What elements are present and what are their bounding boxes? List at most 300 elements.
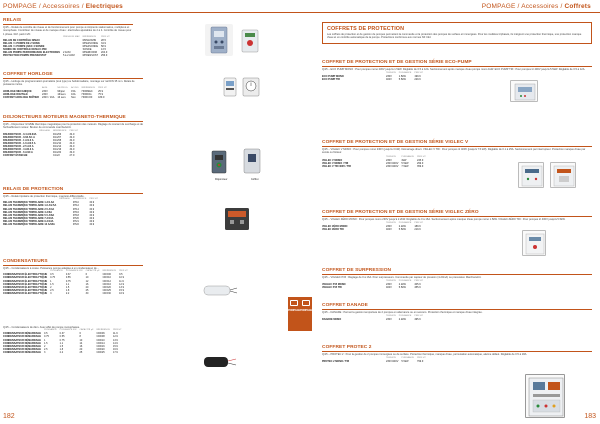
col-header: PRIX HT — [414, 72, 424, 75]
right-page — [300, 0, 600, 424]
cell: 230V — [386, 158, 392, 162]
cell: 11.9 — [119, 279, 124, 283]
col-header: ACCES — [71, 86, 79, 89]
col-header: PRIX HT — [414, 222, 424, 225]
cell: 13.9 — [119, 285, 124, 289]
cell: RT22 — [72, 223, 79, 227]
coffret-photo — [240, 146, 264, 176]
page-header — [482, 3, 591, 10]
coffret-caption: Coffret — [251, 178, 259, 181]
cell: PROTEC 2 MONO / TRI — [322, 360, 350, 364]
cell: 34.9 — [89, 219, 95, 223]
table-row — [3, 223, 101, 226]
section-rule — [3, 121, 143, 122]
side-tab-label: POMPAGE — [288, 309, 301, 312]
cell: 1.1 — [59, 341, 64, 345]
cell: DISJONCTEUR - 6 A/10 A — [3, 151, 33, 155]
section-title: COFFRET HORLOGE — [3, 72, 53, 77]
col-header: TENSION — [386, 357, 396, 360]
section-desc: Q/15 – Disjoncteur GV2ME thermique magnétique pour la protection des moteurs. Réglage du courant de surcharge et de l'échauffement moteur. Bouton de commande marche/arrêt. — [3, 123, 143, 130]
cell: CONDENSATEUR DÉMARRAGE — [3, 350, 42, 354]
cell: CDD08 — [96, 335, 105, 339]
col-header: RÉFÉRENCE — [82, 35, 97, 38]
cell: 10.9 — [119, 276, 124, 280]
col-header: PUISSANCE — [398, 222, 412, 225]
cell: RELAIS THERMIQUE TRIPOLAIRE 9 A/13A — [3, 219, 54, 223]
cell: CDO30 — [102, 291, 111, 295]
col-header: PRIX HT — [89, 198, 98, 201]
cell: 34.9 — [89, 223, 95, 227]
cell: 400V — [386, 286, 392, 290]
cell: RT20 — [72, 216, 79, 220]
relais-table — [3, 36, 113, 58]
cell: DISJONCTEUR - 2.5 A/4 A — [3, 145, 34, 149]
section-desc: Q/15 – Relais tripolaire de protection thermique, magnéto-différentielle. — [3, 195, 85, 198]
cell: RT14 — [72, 207, 79, 211]
cell: 11.9 — [112, 332, 118, 336]
protec-2-photo — [525, 374, 565, 418]
cell: 34.9 — [89, 204, 95, 208]
col-header: TENSION — [386, 72, 396, 75]
cell: VIGLEC V MONO — [322, 158, 343, 162]
pump-icon — [302, 300, 310, 306]
section-rule — [322, 216, 592, 217]
viglec-v-table — [322, 156, 429, 168]
cell: 405.9 — [414, 283, 421, 287]
table-row — [322, 165, 429, 168]
cell: 189.9 — [414, 225, 421, 229]
section-title: CONDENSATEURS — [3, 259, 48, 264]
cell: 7.5kW — [401, 164, 409, 168]
section-protec-2 — [322, 345, 592, 363]
col-header: PUISSANCE — [44, 329, 57, 332]
section-desc: Q/15 – PROTEC 2 : Pour la gestion de 2 pompes immergées ou de surface. Protection thermique, manque d'eau, permutation automatique, alarme défaut. Réglable de 0.5 à 18A. — [322, 353, 528, 356]
table-row — [322, 318, 426, 321]
col-header: RÉGLAGE — [39, 129, 50, 132]
table-row — [322, 228, 426, 231]
col-header: PRIX HT — [101, 35, 110, 38]
viglec-zero-table — [322, 222, 426, 231]
cell: 9.5 — [119, 273, 123, 277]
section-title: COFFRET DANADE — [322, 303, 368, 308]
condensateur-demarrage-photo — [200, 350, 240, 374]
cell: HORLOGE DIGITALE — [3, 92, 28, 96]
table-row — [3, 351, 125, 354]
cell: RT18 — [72, 213, 79, 217]
col-header: PUISSANCE — [50, 270, 63, 273]
cell: 34.9 — [69, 151, 75, 155]
cell: 0.37 — [59, 332, 65, 336]
horloge-photo-2 — [240, 76, 262, 98]
cell: PROTECTION POMPE PRESSOSTAT — [3, 54, 47, 58]
eco-pump-table — [322, 72, 426, 81]
col-header: PRIX HT — [417, 357, 426, 360]
col-header: RÉFÉRENCE — [52, 129, 67, 132]
cell: 5.5kW — [398, 286, 406, 290]
cell: 5 à 2 ACM — [62, 54, 75, 58]
cell: DISJONCTEUR - 0.63 A/1 A — [3, 135, 35, 139]
cell: CONDENSATEUR ÉLECTROLYTIQUE — [3, 279, 48, 283]
col-header: PUISSANCE — [398, 72, 412, 75]
section-protection-intro — [322, 22, 592, 44]
col-header: PUISSANCE — [398, 280, 412, 283]
table-row — [3, 54, 113, 57]
section-desc: Q/15 – Condensateurs de dém. Avec effet de pompe monophasée. — [3, 326, 80, 329]
cell: HORDIG — [81, 92, 92, 96]
header-current: Coffrets — [564, 3, 591, 10]
section-relais — [3, 18, 133, 58]
cell: 230V / 16A — [41, 95, 55, 99]
cell: DGV14 — [52, 145, 62, 149]
cell: 1.5 — [59, 344, 64, 348]
cell: 34.9 — [69, 148, 75, 152]
disjoncteur-caption: Disjoncteur — [215, 178, 228, 181]
cell: 34.9 — [69, 138, 75, 142]
cell: 0.55 — [65, 276, 71, 280]
cell: HORLOGE MECANIQUE — [3, 89, 32, 93]
col-header: PRIX HT — [414, 280, 424, 283]
cell: 1.5 — [50, 282, 54, 286]
section-title: DISJONCTEURS MOTEURS MAGNETO-THERMIQUE — [3, 115, 126, 120]
section-eco-pump — [322, 60, 592, 82]
cell: RT12 — [72, 204, 79, 208]
relais-protection-table — [3, 198, 101, 226]
cell: 204.9 — [101, 51, 108, 55]
cell: 16 sem. — [57, 95, 67, 99]
cell: VIGLEC ZÉRO MONO — [322, 225, 348, 229]
header-brand: POMPAGE — [3, 3, 37, 10]
cell: VIGILEC P15 MONO — [322, 283, 346, 287]
cell: RELAIS THERMIQUE TRIPOLAIRE 1.6 A/2.5A — [3, 204, 57, 208]
cell: 12 — [85, 279, 89, 283]
table-row — [3, 292, 131, 295]
section-relais-protection — [3, 187, 143, 226]
side-tab-left — [288, 297, 300, 331]
cell: DGV08 — [52, 138, 62, 142]
cell: RT21 — [72, 219, 79, 223]
danade-table — [322, 315, 426, 321]
cell: RT10 — [72, 201, 79, 205]
condensateurs-demarrage-table — [3, 329, 125, 354]
col-header: PRIX HT — [98, 86, 107, 89]
cell: RELAIS THERMIQUE TRIPOLAIRE 5.5 A/8A — [3, 213, 55, 217]
cell: 34.9 — [69, 132, 75, 136]
table-row — [322, 360, 429, 363]
col-header: PUISSANCE KW — [59, 329, 77, 332]
cell: 16.9 — [119, 291, 124, 295]
cell: 34.9 — [69, 145, 75, 149]
section-title: COFFRET DE PROTECTION ET DE GESTION SÉRIE ECO-PUMP — [322, 60, 472, 65]
col-header: RÉFÉRENCE — [72, 198, 87, 201]
cell: RELAIS THERMIQUE TRIPOLAIRE 7 A/10A — [3, 216, 54, 220]
cell: 455.9 — [414, 286, 421, 290]
cell: DISJONCTEUR - 0.4 A/0.63A — [3, 132, 37, 136]
cell: CONDENSATEUR DÉMARRAGE — [3, 332, 42, 336]
cell: RT16 — [72, 210, 79, 214]
col-header: PUISSANCE — [401, 155, 415, 158]
col-header: NB PROG. — [57, 86, 69, 89]
viglec-v-photo-2 — [550, 162, 576, 188]
cell: 5.5kW — [398, 78, 406, 82]
cell: 6 — [79, 332, 81, 336]
cell: CONDENSATEUR ÉLECTROLYTIQUE — [3, 291, 48, 295]
section-rule — [322, 146, 592, 147]
cell: 96/jour — [57, 89, 66, 93]
cell: RELAIS / 1 POMPE AVEC 4 SONDE — [3, 45, 45, 49]
section-desc: Les coffrets de protection et de gestion de pompes permettent la commande et la protection des pompes de surface et immergées. Pour les modèles triphasés, ils intègrent une protection thermique, une protection manque d'eau et un contrôle automatique de la pompe. Protections conformes aux normes NF CEI. — [327, 33, 582, 40]
relais-photo-2 — [238, 28, 262, 54]
side-tab-label: POMPAGE — [300, 309, 313, 312]
col-header: PUISSANCE — [398, 315, 412, 318]
cell: 15.9 — [112, 344, 118, 348]
condensateur-image — [200, 280, 240, 302]
cell: 1.1 — [65, 282, 70, 286]
cell: 230V — [386, 318, 392, 322]
cell: RNMAXMIN — [82, 38, 97, 42]
cell: 1.8 — [65, 288, 70, 292]
cell: VIGLEC V MONO / TRI — [322, 161, 349, 165]
cell: 0.75 — [44, 335, 49, 339]
cell: 13.9 — [112, 338, 118, 342]
horloge-dial-image — [240, 76, 262, 98]
section-surpression — [322, 268, 592, 290]
cell: 2 — [44, 344, 46, 348]
cell: ECO PUMP TRI — [322, 78, 341, 82]
cell: 0.75 — [50, 276, 56, 280]
cell: 20 — [79, 347, 83, 351]
cell: 34.9 — [69, 135, 75, 139]
cell: CONDENSATEUR DÉMARRAGE — [3, 347, 42, 351]
cell: 2.5 — [50, 288, 54, 292]
col-header: TENSION — [386, 280, 396, 283]
section-desc: Q/15 – VIGLEC V MONO : Pour pompes mono 230V (jusqu'à 3 kW). Démarrage direct. VIGLEC V TRI : Pour pompes tri 400V (jusqu'à 7.5 kW). Réglable de 0.1 à 25A. Sectionnement par interrupteur. Protection manque d'eau par sonde ou flotteur. — [322, 148, 586, 155]
section-rule — [322, 309, 592, 310]
eco-pump-photo — [510, 80, 538, 102]
cell: CDO12 — [102, 279, 111, 283]
viglec-zero-photo — [522, 230, 546, 256]
section-desc: Q/15 – VIGILEC P15 : Réglage de 0 à 16A. Pour surpresseurs. Commande par capteur de pression (4-20mA) ou pressostat. Marche/arrêt. — [322, 276, 482, 279]
cell: 400V — [386, 78, 392, 82]
cell: 34.9 — [101, 42, 106, 46]
section-rule — [322, 351, 592, 352]
section-desc: Q/15 – Condensateurs à cosse. Puissance pompe adaptée à un condensateur de… — [3, 267, 100, 270]
cell: 230V — [386, 225, 392, 229]
col-header: TENSION — [386, 222, 396, 225]
cell: CGV2 — [52, 154, 60, 158]
cell: 16 — [85, 282, 89, 286]
cell: 3 — [50, 291, 52, 295]
cell: 14.9 — [112, 341, 118, 345]
cell: RELAIS THERMIQUE TRIPOLAIRE 2.5 A/4A — [3, 207, 55, 211]
cell: DISJONCTEUR - 1.6 A/2.5 A — [3, 141, 36, 145]
page-header — [3, 3, 123, 10]
cell: DGV16 — [52, 148, 62, 152]
cell: 15A — [71, 89, 76, 93]
cell: 1.5 — [44, 341, 48, 345]
cell: 3 — [44, 350, 46, 354]
cell: 299.9 — [417, 161, 424, 165]
cell: VIGILEC P15 TRI — [322, 286, 342, 290]
cell: 230V — [386, 75, 392, 79]
cell: 1 — [50, 279, 52, 283]
cell: RELAIS THERMIQUE TRIPOLAIRE 12 A/18A — [3, 223, 55, 227]
cell: RPERFORM — [82, 51, 97, 55]
section-desc: Q/15 – DANADE : Permet la gestion temporisée de 2 pompes en alternance ou en secours. Protection thermique et manque d'eau intégrée. — [322, 311, 483, 314]
col-header: RÉFÉRENCE — [102, 270, 117, 273]
cell: 58.9 — [101, 45, 106, 49]
cell: RELAIS / 1 POMPE DE 2 SOND. — [3, 42, 41, 46]
cell: 219.9 — [414, 228, 421, 232]
col-header: PRESSION MAX — [62, 35, 80, 38]
viglec-v-coffret-image-2 — [551, 163, 577, 189]
protec-2-table — [322, 357, 429, 363]
table-row — [3, 96, 110, 99]
cell: 230V/400V — [386, 360, 399, 364]
cell: 0.5 — [50, 273, 54, 277]
cell: 2 ACM — [62, 51, 71, 55]
cell: 0.75 — [65, 279, 71, 283]
horloge-device-image — [222, 76, 238, 98]
section-rule — [3, 78, 143, 79]
section-title: RELAIS DE PROTECTION — [3, 187, 64, 192]
col-header: CAPACITÉ µF — [79, 329, 94, 332]
cell: HORMEC — [81, 89, 93, 93]
col-header: PUISSANCE KW — [65, 270, 83, 273]
cell: CONDENSATEUR DÉMARRAGE — [3, 335, 42, 339]
cell: 0.55 — [59, 335, 65, 339]
cell: CONDENSATEUR DÉMARRAGE — [3, 344, 42, 348]
cell: 28.5 — [101, 38, 106, 42]
section-condensateurs — [3, 259, 143, 295]
cell: COFFRET HORLOGE BOÎTIER — [3, 95, 39, 99]
page-number: 182 — [3, 413, 15, 420]
cell: DGV07 — [52, 135, 62, 139]
cell — [59, 223, 73, 226]
viglec-v-photo-1 — [518, 162, 544, 188]
condensateur-photo — [200, 280, 240, 302]
cell: 15.9 — [119, 288, 124, 292]
cell: 5.5kW — [401, 360, 409, 364]
col-header: PRIX HT — [69, 129, 79, 132]
section-desc: Q/15 – ECO PUMP MONO : Pour pompes mono 230V jusqu'à 1.5kW. Réglable de 0.5 à 12A. Sectionnement après manque d'eau pompe mono 1kW. ECO PUMP TRI : Pour pompes tri 400V jusqu'à 5.5kW. Réglable de 0.5 à 12A. — [322, 68, 586, 71]
viglec-zero-coffret-image — [523, 231, 547, 257]
cell: 25 — [79, 350, 83, 354]
section-horloge — [3, 72, 143, 99]
cell: 16/sem. — [57, 92, 67, 96]
header-path: / Accessoires / — [517, 3, 565, 10]
section-desc: Q/15 – Horloge de programmation journalière (tout type) ou hebdomadaire, montage sur rail DIN 35 mm. Relais de puissance inclus. — [3, 80, 135, 87]
cell: CONDENSATEUR ÉLECTROLYTIQUE — [3, 276, 48, 280]
header-rule — [300, 12, 600, 13]
protec-2-coffret-image — [526, 375, 566, 419]
cell: 10 — [85, 276, 89, 280]
cell: 0.75 — [59, 338, 65, 342]
cell: 2.2kW — [398, 283, 406, 287]
relais-device-image — [205, 24, 233, 56]
cell: CDD16 — [96, 344, 105, 348]
cell: 2.2kW — [398, 225, 406, 229]
cell: CONDENSATEUR ÉLECTROLYTIQUE — [3, 282, 48, 286]
cell: RELAIS DE CONTRÔLE N/MAX — [3, 38, 40, 42]
cell: 2.2 — [59, 350, 64, 354]
cell: 14 — [79, 341, 83, 345]
table-row — [3, 154, 81, 157]
cell: 16.9 — [112, 347, 118, 351]
section-desc: Q/15 – Relais de contrôle de niveau et de fonctionnement pour pompe à récipients stationnaires, multiplexé et monophasé. Contrôleur de niveau et de manque d'eau : électrodes ajustables de 2 à 4. Contrôle de niveau pour 1 phase. Réf. pack LVD. — [3, 26, 132, 36]
cell: SONDE DE CONTRÔLE NIVEAU 25M — [3, 48, 47, 52]
horloge-table — [3, 87, 110, 99]
section-danade — [322, 303, 592, 321]
header-brand: POMPAGE — [481, 3, 516, 10]
table-row — [322, 78, 426, 81]
cell: 25.9 — [98, 89, 103, 93]
relais-photo — [205, 24, 233, 56]
cell: 30 — [85, 291, 89, 295]
page-number: 183 — [584, 413, 596, 420]
relais-thermique-image — [220, 202, 254, 236]
relais-module-image — [238, 28, 262, 54]
cell: 10 — [79, 338, 83, 342]
cell: DGV10 — [52, 141, 62, 145]
col-header: PRIX HT — [112, 329, 122, 332]
cell: 256.9 — [101, 54, 108, 58]
cell: RPE2SONDE — [82, 42, 99, 46]
col-header: TENSION — [386, 155, 396, 158]
cell: 16 — [79, 344, 83, 348]
cell: SONDE — [82, 48, 92, 52]
cell: CDD25 — [96, 350, 105, 354]
relais-protection-photo — [220, 202, 254, 236]
section-title: COFFRETS DE PROTECTION — [327, 26, 405, 32]
cell: 13.5 — [101, 48, 106, 52]
header-current: Electriques — [85, 3, 123, 10]
cell: 34.9 — [89, 207, 95, 211]
cell: 1.8 — [59, 347, 64, 351]
cell: 799.9 — [417, 360, 424, 364]
cell: 20 — [85, 285, 89, 289]
cell: VIGLEC V TRI 400V / TRI — [322, 164, 352, 168]
section-title: COFFRET DE PROTECTION ET DE GESTION SÉRIE VIGLEC ZÉRO — [322, 210, 479, 215]
cell: CONDENSATEUR DÉMARRAGE — [3, 338, 42, 342]
header-path: / Accessoires / — [38, 3, 86, 10]
cell: DANADE MONO — [322, 318, 342, 322]
cell: 230V/400V — [386, 161, 399, 165]
cell: 5.5kW — [401, 161, 409, 165]
cell: RELAIS POMPE PERFORMANCE ELECTRODES — [3, 51, 60, 55]
cell: 0.37 — [65, 273, 71, 277]
cell: 230V — [386, 283, 392, 287]
cell: CDD10 — [96, 338, 105, 342]
section-title: COFFRET PROTEC 2 — [322, 345, 372, 350]
disjoncteurs-table — [3, 130, 81, 158]
cell: 12.9 — [119, 282, 124, 286]
cell: CDD06 — [96, 332, 105, 336]
cell: 6 — [85, 273, 87, 277]
section-rule — [322, 274, 592, 275]
col-header: RÉFÉRENCE — [81, 86, 96, 89]
cell: CDD20 — [96, 347, 105, 351]
surpression-table — [322, 280, 426, 289]
cell: VIGLEC ZÉRO TRI — [322, 228, 344, 232]
cell: 34.9 — [89, 210, 95, 214]
col-header: RÉGLAGE — [59, 198, 70, 201]
cell: 2 — [50, 285, 52, 289]
condensateurs-table — [3, 270, 131, 295]
col-header: PRIX HT — [119, 270, 128, 273]
section-condensateurs-demarrage — [3, 326, 143, 354]
cell: 230V — [41, 89, 48, 93]
cell: DGV20 — [52, 151, 62, 155]
